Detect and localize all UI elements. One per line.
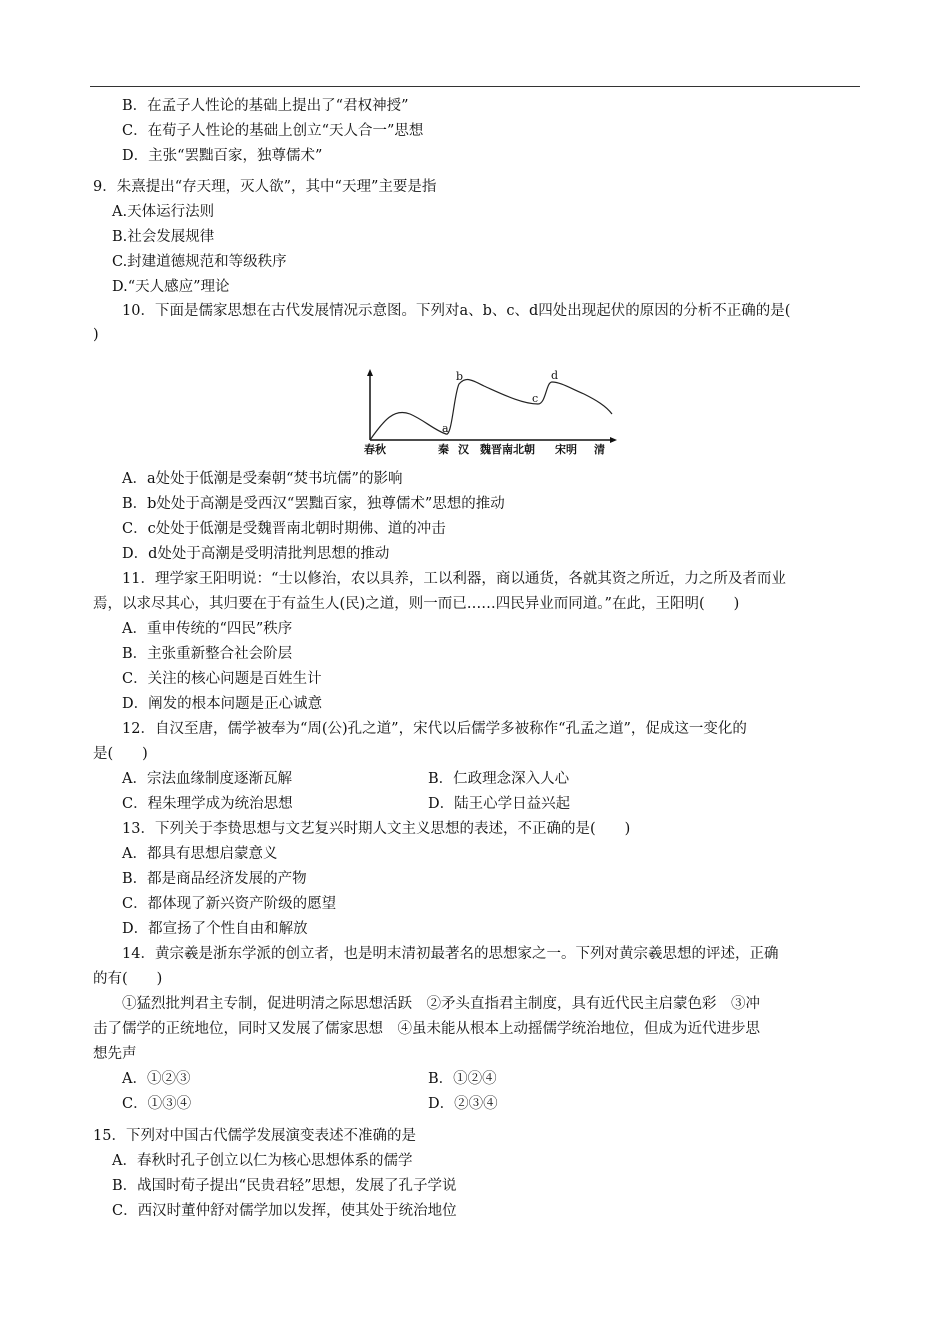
marker-c: c [532, 392, 539, 405]
q15-option-a: A．春秋时孔子创立以仁为核心思想体系的儒学 [112, 1153, 413, 1169]
q12-option-d: D．陆王心学日益兴起 [428, 796, 571, 812]
q14-items-line1: ①猛烈批判君主专制，促进明清之际思想活跃 ②矛头直指君主制度，具有近代民主启蒙色彩 ③冲 [122, 996, 760, 1012]
marker-d: d [551, 369, 559, 382]
q10-option-a: A．a处处于低潮是受秦朝“焚书坑儒”的影响 [122, 471, 403, 487]
q9-option-d: D.“天人感应”理论 [112, 279, 230, 295]
marker-b: b [456, 370, 464, 383]
q15-stem: 15．下列对中国古代儒学发展演变表述不准确的是 [93, 1128, 416, 1144]
q13-option-b: B．都是商品经济发展的产物 [122, 871, 307, 887]
q11-option-b: B．主张重新整合社会阶层 [122, 646, 293, 662]
q9-stem: 9．朱熹提出“存天理，灭人欲”，其中“天理”主要是指 [93, 179, 437, 195]
q14-items-line3: 想先声 [93, 1046, 137, 1062]
q12-option-a: A．宗法血缘制度逐渐瓦解 [122, 771, 292, 787]
tick-qin: 秦 [438, 443, 449, 456]
x-axis-arrow [610, 437, 617, 443]
q15-option-c: C．西汉时董仲舒对儒学加以发挥，使其处于统治地位 [112, 1203, 457, 1219]
q12-option-b: B．仁政理念深入人心 [428, 771, 570, 787]
q14-option-c: C．①③④ [122, 1096, 192, 1112]
q8-option-d: D．主张“罢黜百家，独尊儒术” [122, 148, 323, 164]
development-curve [370, 380, 612, 440]
q10-option-c: C．c处处于低潮是受魏晋南北朝时期佛、道的冲击 [122, 521, 446, 537]
tick-han: 汉 [458, 443, 469, 456]
tick-songming: 宋明 [555, 443, 577, 456]
tick-chunqiu: 春秋 [364, 443, 386, 456]
q8-option-b: B．在孟子人性论的基础上提出了“君权神授” [122, 98, 409, 114]
q11-stem-line2: 焉，以求尽其心，其归要在于有益生人(民)之道，则一而已……四民异业而同道。”在此，王阳明( ) [93, 596, 740, 612]
q15-option-b: B．战国时荀子提出“民贵君轻”思想，发展了孔子学说 [112, 1178, 457, 1194]
q14-option-d: D．②③④ [428, 1096, 498, 1112]
q11-option-d: D．阐发的根本问题是正心诚意 [122, 696, 323, 712]
confucianism-development-chart [362, 368, 622, 458]
marker-a: a [442, 422, 449, 435]
q12-stem-line2: 是( ) [93, 746, 148, 762]
y-axis-arrow [367, 369, 373, 376]
q14-items-line2: 击了儒学的正统地位，同时又发展了儒家思想 ④虽未能从根本上动摇儒学统治地位，但成为近代进步思 [93, 1021, 760, 1037]
q8-option-c: C．在荀子人性论的基础上创立“天人合一”思想 [122, 123, 424, 139]
q12-stem-line1: 12．自汉至唐，儒学被奉为“周(公)孔之道”，宋代以后儒学多被称作“孔孟之道”，促成这一变化的 [122, 721, 747, 737]
q13-option-c: C．都体现了新兴资产阶级的愿望 [122, 896, 337, 912]
tick-weijin: 魏晋南北朝 [480, 443, 535, 456]
q14-stem-line2: 的有( ) [93, 971, 163, 987]
q11-stem-line1: 11．理学家王阳明说：“士以修治，农以具养，工以利器，商以通货，各就其资之所近，力之所及者而业 [122, 571, 786, 587]
q10-stem-line2: ) [93, 327, 99, 343]
q12-option-c: C．程朱理学成为统治思想 [122, 796, 293, 812]
q11-option-c: C．关注的核心问题是百姓生计 [122, 671, 322, 687]
q9-option-c: C.封建道德规范和等级秩序 [112, 254, 287, 270]
q14-stem-line1: 14．黄宗羲是浙东学派的创立者，也是明末清初最著名的思想家之一。下列对黄宗羲思想的评述，正确 [122, 946, 779, 962]
header-rule [90, 86, 860, 87]
q9-option-a: A.天体运行法则 [112, 204, 215, 220]
q9-option-b: B.社会发展规律 [112, 229, 215, 245]
q13-option-a: A．都具有思想启蒙意义 [122, 846, 278, 862]
q14-option-b: B．①②④ [428, 1071, 497, 1087]
q13-stem: 13．下列关于李贽思想与文艺复兴时期人文主义思想的表述，不正确的是( ) [122, 821, 631, 837]
q10-option-b: B．b处处于高潮是受西汉“罢黜百家，独尊儒术”思想的推动 [122, 496, 505, 512]
q13-option-d: D．都宣扬了个性自由和解放 [122, 921, 308, 937]
q10-option-d: D．d处处于高潮是受明清批判思想的推动 [122, 546, 390, 562]
q11-option-a: A．重申传统的“四民”秩序 [122, 621, 293, 637]
q10-stem-line1: 10．下面是儒家思想在古代发展情况示意图。下列对a、b、c、d四处出现起伏的原因的分析不正确的是( [122, 303, 791, 319]
tick-qing: 清 [594, 443, 605, 456]
q14-option-a: A．①②③ [122, 1071, 191, 1087]
